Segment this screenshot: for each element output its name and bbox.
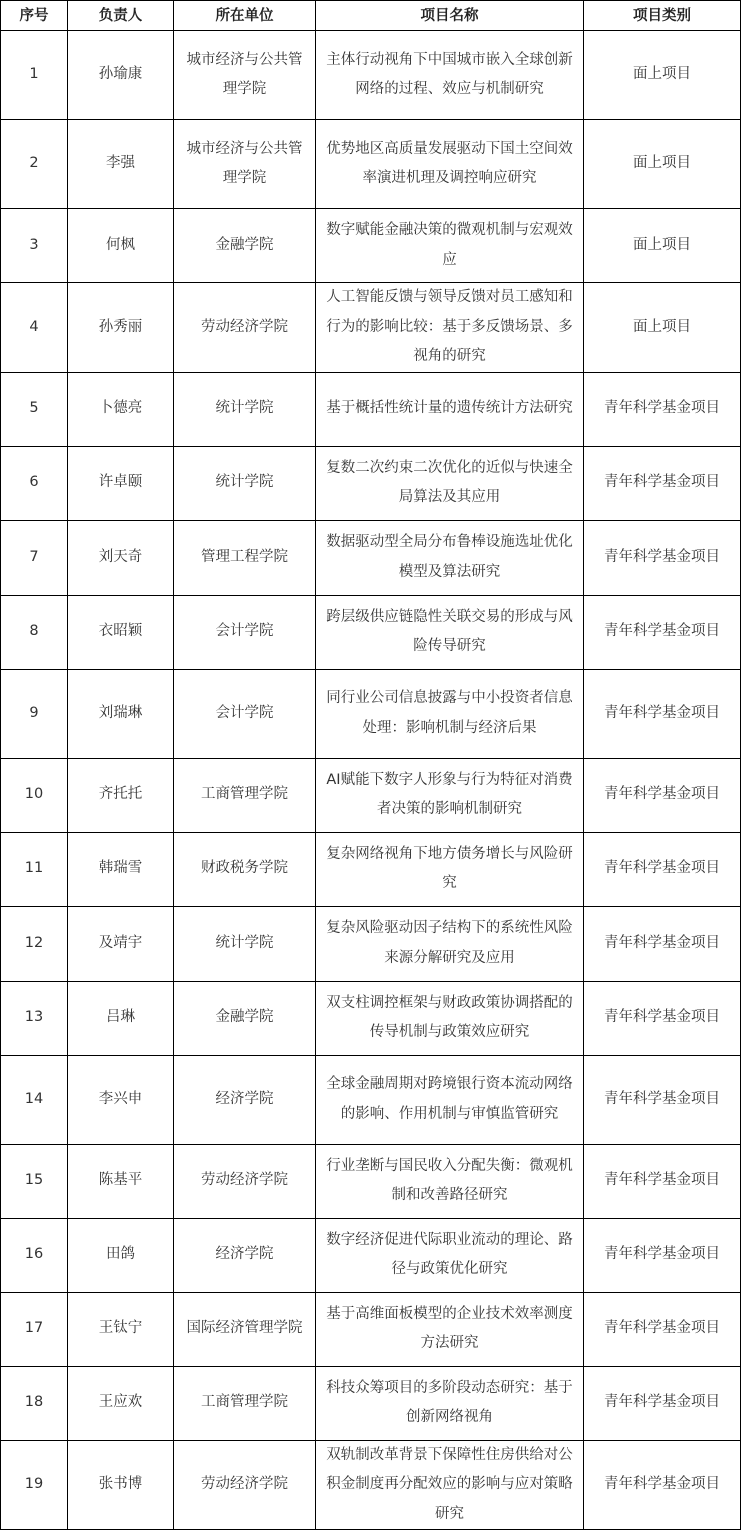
cell-leader: 李兴申 xyxy=(68,1055,174,1144)
table-header xyxy=(1,1,741,31)
cell-index: 13 xyxy=(1,981,68,1055)
header-title: 项目名称 xyxy=(316,1,584,31)
cell-unit: 会计学院 xyxy=(174,595,316,669)
cell-index: 5 xyxy=(1,372,68,446)
cell-index: 1 xyxy=(1,31,68,120)
cell-category: 面上项目 xyxy=(584,283,741,373)
cell-unit: 经济学院 xyxy=(174,1055,316,1144)
cell-leader: 衣昭颖 xyxy=(68,595,174,669)
cell-unit: 财政税务学院 xyxy=(174,832,316,906)
cell-unit: 城市经济与公共管理学院 xyxy=(174,120,316,209)
cell-title: 跨层级供应链隐性关联交易的形成与风险传导研究 xyxy=(316,595,584,669)
cell-index: 17 xyxy=(1,1292,68,1366)
cell-unit: 劳动经济学院 xyxy=(174,283,316,373)
cell-title: AI赋能下数字人形象与行为特征对消费者决策的影响机制研究 xyxy=(316,758,584,832)
cell-category: 青年科学基金项目 xyxy=(584,595,741,669)
header-leader: 负责人 xyxy=(68,1,174,31)
table-row xyxy=(1,283,741,373)
cell-unit: 国际经济管理学院 xyxy=(174,1292,316,1366)
cell-category: 青年科学基金项目 xyxy=(584,372,741,446)
cell-index: 2 xyxy=(1,120,68,209)
table-body xyxy=(1,31,741,1530)
table-row xyxy=(1,31,741,120)
table-row xyxy=(1,758,741,832)
cell-category: 青年科学基金项目 xyxy=(584,832,741,906)
cell-category: 青年科学基金项目 xyxy=(584,669,741,758)
table-row xyxy=(1,906,741,981)
table-row xyxy=(1,669,741,758)
cell-leader: 王应欢 xyxy=(68,1366,174,1440)
cell-leader: 何枫 xyxy=(68,209,174,283)
cell-leader: 孙瑜康 xyxy=(68,31,174,120)
cell-title: 基于高维面板模型的企业技术效率测度方法研究 xyxy=(316,1292,584,1366)
table-row xyxy=(1,1366,741,1440)
cell-title: 数字经济促进代际职业流动的理论、路径与政策优化研究 xyxy=(316,1218,584,1292)
cell-category: 青年科学基金项目 xyxy=(584,981,741,1055)
cell-index: 6 xyxy=(1,446,68,520)
cell-leader: 吕琳 xyxy=(68,981,174,1055)
cell-title: 基于概括性统计量的遗传统计方法研究 xyxy=(316,372,584,446)
cell-title: 优势地区高质量发展驱动下国土空间效率演进机理及调控响应研究 xyxy=(316,120,584,209)
table-row xyxy=(1,595,741,669)
cell-leader: 刘天奇 xyxy=(68,520,174,595)
cell-index: 10 xyxy=(1,758,68,832)
cell-index: 12 xyxy=(1,906,68,981)
cell-unit: 统计学院 xyxy=(174,446,316,520)
header-category: 项目类别 xyxy=(584,1,741,31)
cell-category: 青年科学基金项目 xyxy=(584,1144,741,1218)
cell-category: 青年科学基金项目 xyxy=(584,1366,741,1440)
cell-index: 18 xyxy=(1,1366,68,1440)
cell-leader: 田鸽 xyxy=(68,1218,174,1292)
cell-category: 面上项目 xyxy=(584,120,741,209)
table-row xyxy=(1,981,741,1055)
cell-title: 复数二次约束二次优化的近似与快速全局算法及其应用 xyxy=(316,446,584,520)
cell-category: 青年科学基金项目 xyxy=(584,1055,741,1144)
header-index: 序号 xyxy=(1,1,68,31)
cell-unit: 工商管理学院 xyxy=(174,1366,316,1440)
cell-unit: 会计学院 xyxy=(174,669,316,758)
cell-unit: 统计学院 xyxy=(174,372,316,446)
cell-leader: 齐托托 xyxy=(68,758,174,832)
table-row xyxy=(1,1292,741,1366)
cell-index: 16 xyxy=(1,1218,68,1292)
cell-index: 8 xyxy=(1,595,68,669)
table-row xyxy=(1,120,741,209)
cell-leader: 孙秀丽 xyxy=(68,283,174,373)
cell-leader: 及靖宇 xyxy=(68,906,174,981)
table-row xyxy=(1,209,741,283)
cell-unit: 劳动经济学院 xyxy=(174,1144,316,1218)
cell-unit: 统计学院 xyxy=(174,906,316,981)
cell-index: 14 xyxy=(1,1055,68,1144)
cell-leader: 陈基平 xyxy=(68,1144,174,1218)
cell-title: 双支柱调控框架与财政政策协调搭配的传导机制与政策效应研究 xyxy=(316,981,584,1055)
cell-category: 青年科学基金项目 xyxy=(584,758,741,832)
cell-title: 科技众筹项目的多阶段动态研究：基于创新网络视角 xyxy=(316,1366,584,1440)
cell-category: 青年科学基金项目 xyxy=(584,520,741,595)
cell-index: 9 xyxy=(1,669,68,758)
cell-unit: 经济学院 xyxy=(174,1218,316,1292)
cell-leader: 韩瑞雪 xyxy=(68,832,174,906)
cell-index: 7 xyxy=(1,520,68,595)
cell-category: 面上项目 xyxy=(584,209,741,283)
table-row xyxy=(1,1055,741,1144)
cell-category: 青年科学基金项目 xyxy=(584,1218,741,1292)
cell-index: 4 xyxy=(1,283,68,373)
cell-title: 行业垄断与国民收入分配失衡：微观机制和改善路径研究 xyxy=(316,1144,584,1218)
cell-title: 数据驱动型全局分布鲁棒设施选址优化模型及算法研究 xyxy=(316,520,584,595)
cell-title: 数字赋能金融决策的微观机制与宏观效应 xyxy=(316,209,584,283)
table-row xyxy=(1,1144,741,1218)
cell-title: 人工智能反馈与领导反馈对员工感知和行为的影响比较：基于多反馈场景、多视角的研究 xyxy=(316,283,584,373)
table-row xyxy=(1,1440,741,1530)
cell-category: 青年科学基金项目 xyxy=(584,906,741,981)
cell-title: 全球金融周期对跨境银行资本流动网络的影响、作用机制与审慎监管研究 xyxy=(316,1055,584,1144)
cell-index: 11 xyxy=(1,832,68,906)
cell-leader: 王钛宁 xyxy=(68,1292,174,1366)
cell-category: 青年科学基金项目 xyxy=(584,446,741,520)
cell-unit: 劳动经济学院 xyxy=(174,1440,316,1530)
cell-leader: 张书博 xyxy=(68,1440,174,1530)
cell-unit: 城市经济与公共管理学院 xyxy=(174,31,316,120)
header-unit: 所在单位 xyxy=(174,1,316,31)
cell-unit: 工商管理学院 xyxy=(174,758,316,832)
cell-index: 15 xyxy=(1,1144,68,1218)
cell-title: 复杂网络视角下地方债务增长与风险研究 xyxy=(316,832,584,906)
cell-title: 主体行动视角下中国城市嵌入全球创新网络的过程、效应与机制研究 xyxy=(316,31,584,120)
cell-leader: 卜德亮 xyxy=(68,372,174,446)
cell-unit: 管理工程学院 xyxy=(174,520,316,595)
cell-category: 青年科学基金项目 xyxy=(584,1292,741,1366)
table-row xyxy=(1,1218,741,1292)
cell-index: 19 xyxy=(1,1440,68,1530)
cell-title: 双轨制改革背景下保障性住房供给对公积金制度再分配效应的影响与应对策略研究 xyxy=(316,1440,584,1530)
table-row xyxy=(1,832,741,906)
table-row xyxy=(1,372,741,446)
table-row xyxy=(1,446,741,520)
cell-unit: 金融学院 xyxy=(174,209,316,283)
cell-unit: 金融学院 xyxy=(174,981,316,1055)
cell-category: 青年科学基金项目 xyxy=(584,1440,741,1530)
cell-title: 复杂风险驱动因子结构下的系统性风险来源分解研究及应用 xyxy=(316,906,584,981)
cell-leader: 李强 xyxy=(68,120,174,209)
cell-category: 面上项目 xyxy=(584,31,741,120)
cell-title: 同行业公司信息披露与中小投资者信息处理：影响机制与经济后果 xyxy=(316,669,584,758)
cell-index: 3 xyxy=(1,209,68,283)
cell-leader: 刘瑞琳 xyxy=(68,669,174,758)
header-row xyxy=(1,1,741,31)
cell-leader: 许卓颐 xyxy=(68,446,174,520)
table-row xyxy=(1,520,741,595)
